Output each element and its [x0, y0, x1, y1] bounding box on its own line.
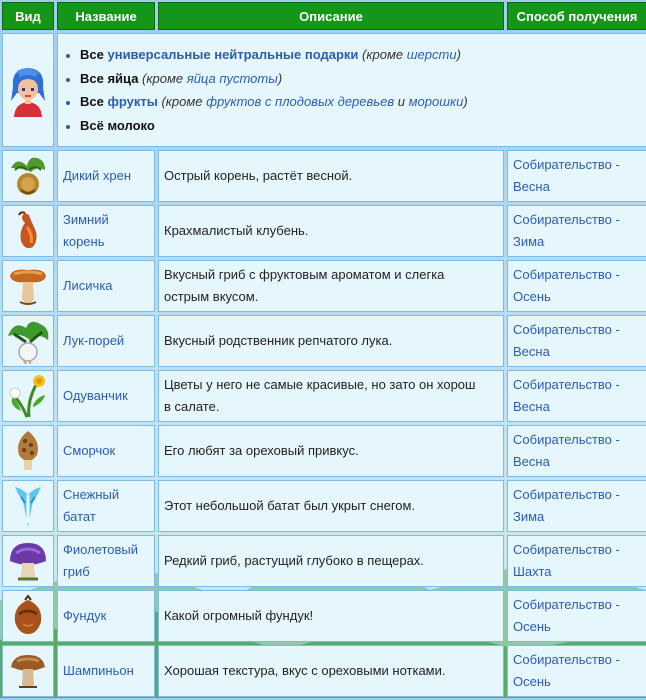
item-description: Его любят за ореховый привкус.: [158, 425, 504, 477]
item-name-link[interactable]: Снежный: [63, 487, 120, 502]
chanterelle-icon: [6, 264, 50, 308]
fruit-tree-fruits-link[interactable]: фруктов с плодовых деревьев: [206, 94, 395, 109]
item-description: Вкусный родственник репчатого лука.: [158, 315, 504, 367]
common-mushroom-icon: [7, 649, 49, 693]
gift-list: [66, 43, 638, 137]
salmonberry-link[interactable]: морошки: [408, 94, 464, 109]
table-row: Лисичка Вкусный гриб с фруктовым ароматом и слегка острым вкусом. Собирательство - Осень: [2, 260, 646, 312]
item-description: Цветы у него не самые красивые, но зато он хорош в салате.: [158, 370, 504, 422]
header-name[interactable]: Название: [57, 2, 155, 30]
item-description: Редкий гриб, растущий глубоко в пещерах.: [158, 535, 504, 587]
item-name-link[interactable]: Лук-порей: [63, 333, 125, 348]
header-description[interactable]: Описание: [158, 2, 504, 30]
winter-root-icon: [7, 209, 49, 253]
morel-icon: [7, 429, 49, 473]
table-row: Дикий хрен Острый корень, растёт весной. Собирательство - Весна: [2, 150, 646, 202]
item-name-link[interactable]: Сморчок: [63, 443, 116, 458]
fruits-link[interactable]: фрукты: [107, 94, 158, 109]
item-description: Крахмалистый клубень.: [158, 205, 504, 257]
source-link[interactable]: Собирательство -: [513, 157, 620, 172]
wool-link[interactable]: шерсти: [406, 47, 457, 62]
table-row: Зимний корень Крахмалистый клубень. Собирательство - Зима: [2, 205, 646, 257]
emily-portrait-icon: [5, 63, 51, 117]
list-item: • Все универсальные нейтральные подарки (кроме шерсти): [80, 43, 638, 67]
table-row: Сморчок Его любят за ореховый привкус. Собирательство - Весна: [2, 425, 646, 477]
table-row: Лук-порей Вкусный родственник репчатого лука. Собирательство - Весна: [2, 315, 646, 367]
source-link[interactable]: Собирательство -: [513, 377, 620, 392]
header-source[interactable]: Способ получения: [507, 2, 646, 30]
source-link[interactable]: Собирательство -: [513, 322, 620, 337]
item-description: Хорошая текстура, вкус с ореховыми нотками.: [158, 645, 504, 697]
hazelnut-icon: [7, 594, 49, 638]
item-name-link[interactable]: Дикий хрен: [63, 168, 132, 183]
universal-neutral-gifts-link[interactable]: универсальные нейтральные подарки: [107, 47, 359, 62]
source-link[interactable]: Собирательство -: [513, 267, 620, 282]
item-description: Вкусный гриб с фруктовым ароматом и слегка острым вкусом.: [158, 260, 504, 312]
table-row: Шампиньон Хорошая текстура, вкус с ореховыми нотками. Собирательство - Осень: [2, 645, 646, 697]
leek-icon: [6, 318, 50, 364]
source-link[interactable]: Собирательство -: [513, 597, 620, 612]
item-name-link[interactable]: Фундук: [63, 608, 107, 623]
item-description: Этот небольшой батат был укрыт снегом.: [158, 480, 504, 532]
table-row: Одуванчик Цветы у него не самые красивые, но зато он хорош в салате. Собирательство - Весна: [2, 370, 646, 422]
gift-summary-row: [2, 33, 646, 147]
item-description: Какой огромный фундук!: [158, 590, 504, 642]
emily-portrait-cell: [2, 33, 54, 147]
item-description: Острый корень, растёт весной.: [158, 150, 504, 202]
table-row: Снежный батат Этот небольшой батат был укрыт снегом. Собирательство - Зима: [2, 480, 646, 532]
wild-horseradish-icon: [7, 154, 49, 198]
header-icon[interactable]: Вид: [2, 2, 54, 30]
list-item: • Все яйца (кроме яйца пустоты): [80, 67, 638, 91]
item-name-link[interactable]: Шампиньон: [63, 663, 134, 678]
item-name-link[interactable]: Лисичка: [63, 278, 113, 293]
source-link[interactable]: Собирательство -: [513, 542, 620, 557]
purple-mushroom-icon: [6, 539, 50, 583]
table-row: Фундук Какой огромный фундук! Собирательство - Осень: [2, 590, 646, 642]
list-item: • Все фрукты (кроме фруктов с плодовых деревьев и морошки): [80, 90, 638, 114]
table-header-row: [2, 2, 646, 30]
table-row: Фиолетовый гриб Редкий гриб, растущий глубоко в пещерах. Собирательство - Шахта: [2, 535, 646, 587]
source-link[interactable]: Собирательство -: [513, 487, 620, 502]
list-item: • Всё молоко: [80, 114, 638, 138]
void-egg-link[interactable]: яйца пустоты: [186, 70, 278, 86]
item-name-link[interactable]: Зимний: [63, 212, 109, 227]
source-link[interactable]: Собирательство -: [513, 652, 620, 667]
dandelion-icon: [7, 373, 49, 419]
source-link[interactable]: Собирательство -: [513, 212, 620, 227]
item-name-link[interactable]: Одуванчик: [63, 388, 128, 403]
item-name-link[interactable]: Фиолетовый: [63, 542, 139, 557]
source-link[interactable]: Собирательство -: [513, 432, 620, 447]
gift-summary-cell: [57, 33, 646, 147]
snow-yam-icon: [7, 483, 49, 529]
